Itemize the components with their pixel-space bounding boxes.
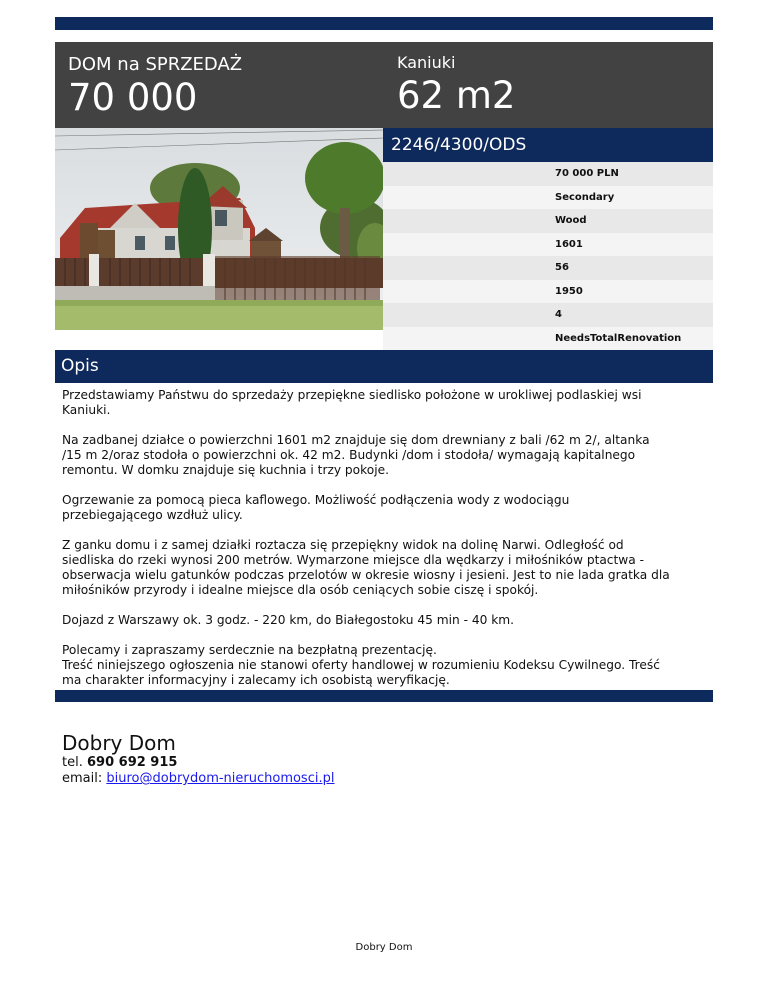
- listing-location: Kaniuki: [397, 53, 456, 72]
- description-paragraph: [62, 643, 712, 688]
- house-photo-illustration: [55, 128, 383, 330]
- agency-email-line: [62, 771, 334, 787]
- description-body: [62, 388, 712, 703]
- listing-type: DOM na SPRZEDAŻ: [68, 54, 243, 75]
- text-line: Na zadbanej działce o powierzchni 1601 m2 znajduje się dom drewniany z bali /62 m 2/, altanka: [62, 433, 650, 447]
- email-link[interactable]: biuro@dobrydom-nieruchomosci.pl: [106, 771, 335, 786]
- description-paragraph: [62, 493, 712, 523]
- phone-number[interactable]: 690 692 915: [86, 755, 178, 770]
- text-line: Przedstawiamy Państwu do sprzedaży przepiękne siedlisko położone w urokliwej podlaskiej wsi: [62, 388, 642, 402]
- description-paragraph: [62, 538, 712, 598]
- listing-price: 70 000: [68, 76, 198, 119]
- top-accent-bar: [55, 17, 713, 30]
- spec-rooms: 4: [383, 303, 713, 327]
- spec-plot-area: 1601: [383, 233, 713, 257]
- spec-year-built: 1950: [383, 280, 713, 304]
- description-paragraph: [62, 613, 712, 628]
- text-line: Kaniuki.: [62, 403, 111, 417]
- header-right: [397, 52, 515, 118]
- reference-number: 2246/4300/ODS: [383, 128, 713, 162]
- agency-contact: [62, 731, 334, 787]
- email-label: email:: [62, 771, 107, 786]
- spec-market: Secondary: [383, 186, 713, 210]
- text-line: miłośników przyrody i idealne miejsce dla osób ceniących sobie ciszę i spokój.: [62, 583, 539, 597]
- description-paragraph: [62, 388, 712, 418]
- spec-condition: NeedsTotalRenovation: [383, 327, 713, 351]
- text-line: /15 m 2/oraz stodoła o powierzchni ok. 42 m2. Budynki /dom i stodoła/ wymagają kapitalnego: [62, 448, 636, 462]
- description-paragraph: [62, 433, 712, 478]
- page-footer: Dobry Dom: [355, 942, 413, 953]
- text-line: Dojazd z Warszawy ok. 3 godz. - 220 km, do Białegostoku 45 min - 40 km.: [62, 613, 515, 627]
- spec-value-5: 56: [383, 256, 713, 280]
- spec-price: 70 000 PLN: [383, 162, 713, 186]
- text-line: Z ganku domu i z samej działki roztacza się przepiękny widok na dolinę Narwi. Odległość od: [62, 538, 624, 552]
- listing-area: 62 m2: [397, 74, 516, 117]
- description-heading: Opis: [55, 350, 713, 383]
- header-left: [68, 54, 242, 120]
- agency-name: Dobry Dom: [62, 731, 176, 755]
- text-line: przebiegającego wzdłuż ulicy.: [62, 508, 243, 522]
- text-line: Ogrzewanie za pomocą pieca kaflowego. Możliwość podłączenia wody z wodociągu: [62, 493, 570, 507]
- property-photo: [55, 128, 383, 330]
- bottom-accent-bar: [55, 690, 713, 702]
- text-line: obserwacja wielu gatunków podczas przelotów w okresie wiosny i jesieni. Jest to nie lada gratka dla: [62, 568, 670, 582]
- text-line: Treść niniejszego ogłoszenia nie stanowi oferty handlowej w rozumieniu Kodeksu Cywilnego. Treść: [62, 658, 660, 672]
- text-line: Polecamy i zapraszamy serdecznie na bezpłatną prezentację.: [62, 643, 437, 657]
- text-line: ma charakter informacyjny i zalecamy ich osobistą weryfikację.: [62, 673, 450, 687]
- phone-label: tel.: [62, 755, 87, 770]
- text-line: remontu. W domku znajduje się kuchnia i trzy pokoje.: [62, 463, 389, 477]
- listing-header: [55, 42, 713, 128]
- text-line: siedliska do rzeki wynosi 200 metrów. Wymarzone miejsce dla wędkarzy i miłośników ptactwa -: [62, 553, 644, 567]
- spec-material: Wood: [383, 209, 713, 233]
- spec-list: [383, 162, 713, 350]
- agency-phone-line: [62, 755, 334, 771]
